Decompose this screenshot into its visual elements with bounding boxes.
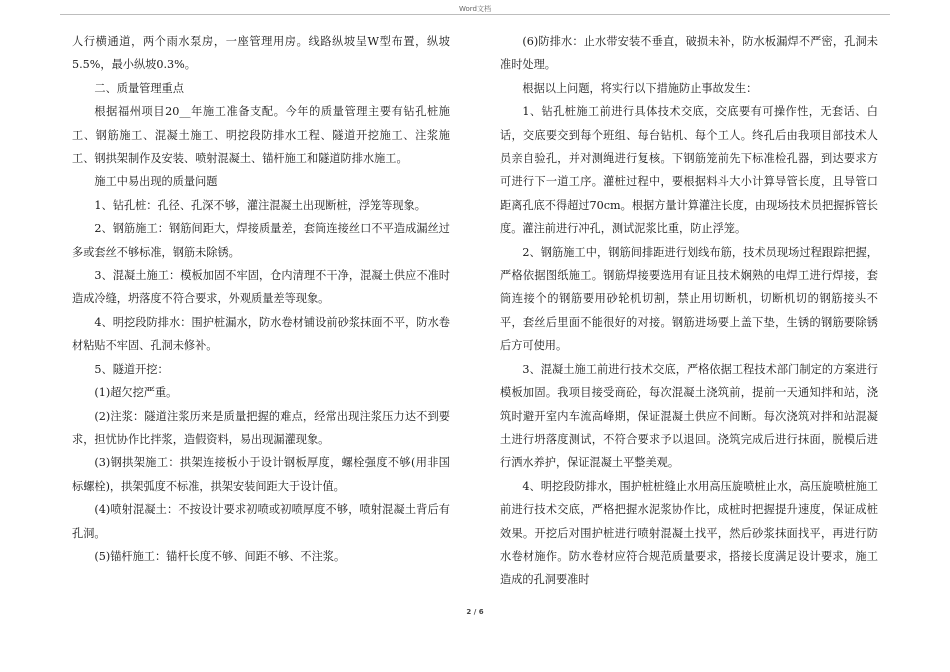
- paragraph: (3)钢拱架施工：拱架连接板小于设计钢板厚度，螺栓强度不够(用非国标螺栓)，拱架弧度不标准，拱架安装间距大于设计值。: [72, 456, 450, 493]
- header-divider: [60, 14, 890, 15]
- paragraph: 5、隧道开挖：: [94, 362, 169, 376]
- paragraph: 4、明挖段防排水，围护桩桩缝止水用高压旋喷桩止水，高压旋喷桩施工前进行技术交底，严格把握水泥浆协作比，成桩时把握提升速度，保证成桩效果。开挖后对围护桩进行喷射混凝土找平，然后砂浆抹面找平，再进行防水卷材施作。防水卷材应符合规范质量要求，搭接长度满足设计要求，施工造成的孔洞要准时: [500, 479, 878, 587]
- right-column: [500, 30, 878, 592]
- paragraph: 4、明挖段防排水：围护桩漏水，防水卷材铺设前砂浆抹面不平，防水卷材粘贴不牢固、孔洞未修补。: [72, 315, 450, 353]
- paragraph: 根据以上问题，将实行以下措施防止事故发生：: [522, 81, 758, 95]
- subheading: 施工中易出现的质量问题: [94, 175, 218, 189]
- left-column: [72, 30, 450, 568]
- paragraph: 1、钻孔桩：孔径、孔深不够，灌注混凝土出现断桩，浮笼等现象。: [94, 198, 426, 212]
- page-number: 2 / 6: [466, 608, 484, 616]
- paragraph: 3、混凝土施工前进行技术交底，严格依据工程技术部门制定的方案进行模板加固。我项目接受商砼，每次混凝土浇筑前，提前一天通知拌和站，浇筑时避开室内车流高峰期，保证混凝土供应不间断。每次浇筑对拌和站混凝土进行坍落度测试，不符合要求予以退回。浇筑完成后进行抹面，脱模后进行洒水养护，保证混凝土平整美观。: [500, 362, 878, 470]
- paragraph: 人行横通道，两个雨水泵房，一座管理用房。线路纵坡呈W型布置，纵坡5.5%，最小纵坡0.3%。: [72, 35, 450, 72]
- paragraph: 根据福州项目20__年施工准备支配。今年的质量管理主要有钻孔桩施工、钢筋施工、混凝土施工、明挖段防排水工程、隧道开挖施工、注浆施工、钢拱架制作及安装、喷射混凝土、锚杆施工和隧道防排水施工。: [72, 105, 450, 166]
- page-header: Word文档: [459, 5, 491, 13]
- paragraph: 2、钢筋施工中，钢筋间排距进行划线布筋，技术员现场过程跟踪把握，严格依据图纸施工。钢筋焊接要选用有证且技术娴熟的电焊工进行焊接，套筒连接个的钢筋要用砂轮机切割，禁止用切断机，切断机切的钢筋接头不平，套丝后里面不能很好的对接。钢筋进场要上盖下垫，生锈的钢筋要除锈后方可使用。: [500, 245, 878, 353]
- paragraph: (2)注浆：隧道注浆历来是质量把握的难点，经常出现注浆压力达不到要求，担忧协作比拌浆，造假资料，易出现漏灌现象。: [72, 409, 450, 446]
- section-heading: 二、质量管理重点: [94, 81, 184, 95]
- paragraph: (6)防排水：止水带安装不垂直，破损未补，防水板漏焊不严密，孔洞未准时处理。: [500, 35, 878, 72]
- paragraph: 1、钻孔桩施工前进行具体技术交底，交底要有可操作性，无套话、白话，交底要交到每个班组、每台钻机、每个工人。终孔后由我项目部技术人员亲自验孔，并对测绳进行复核。下钢筋笼前先下标准检孔器，到达要求方可进行下一道工序。灌桩过程中，要根据料斗大小计算导管长度，且导管口距离孔底不得超过70cm。根据方量计算灌注长度，由现场技术员把握拆管长度。灌注前进行冲孔，测试泥浆比重，防止浮笼。: [500, 105, 878, 236]
- paragraph: (1)超欠挖严重。: [94, 386, 178, 400]
- paragraph: 2、钢筋施工：钢筋间距大，焊接质量差，套筒连接丝口不平造成漏丝过多或套丝不够标准，钢筋未除锈。: [72, 222, 450, 259]
- paragraph: (5)锚杆施工：锚杆长度不够、间距不够、不注浆。: [94, 549, 346, 563]
- paragraph: (4)喷射混凝土：不按设计要求初喷或初喷厚度不够，喷射混凝土背后有孔洞。: [72, 503, 450, 540]
- paragraph: 3、混凝土施工：模板加固不牢固，仓内清理不干净，混凝土供应不准时造成冷缝，坍落度不符合要求，外观质量差等现象。: [72, 269, 450, 306]
